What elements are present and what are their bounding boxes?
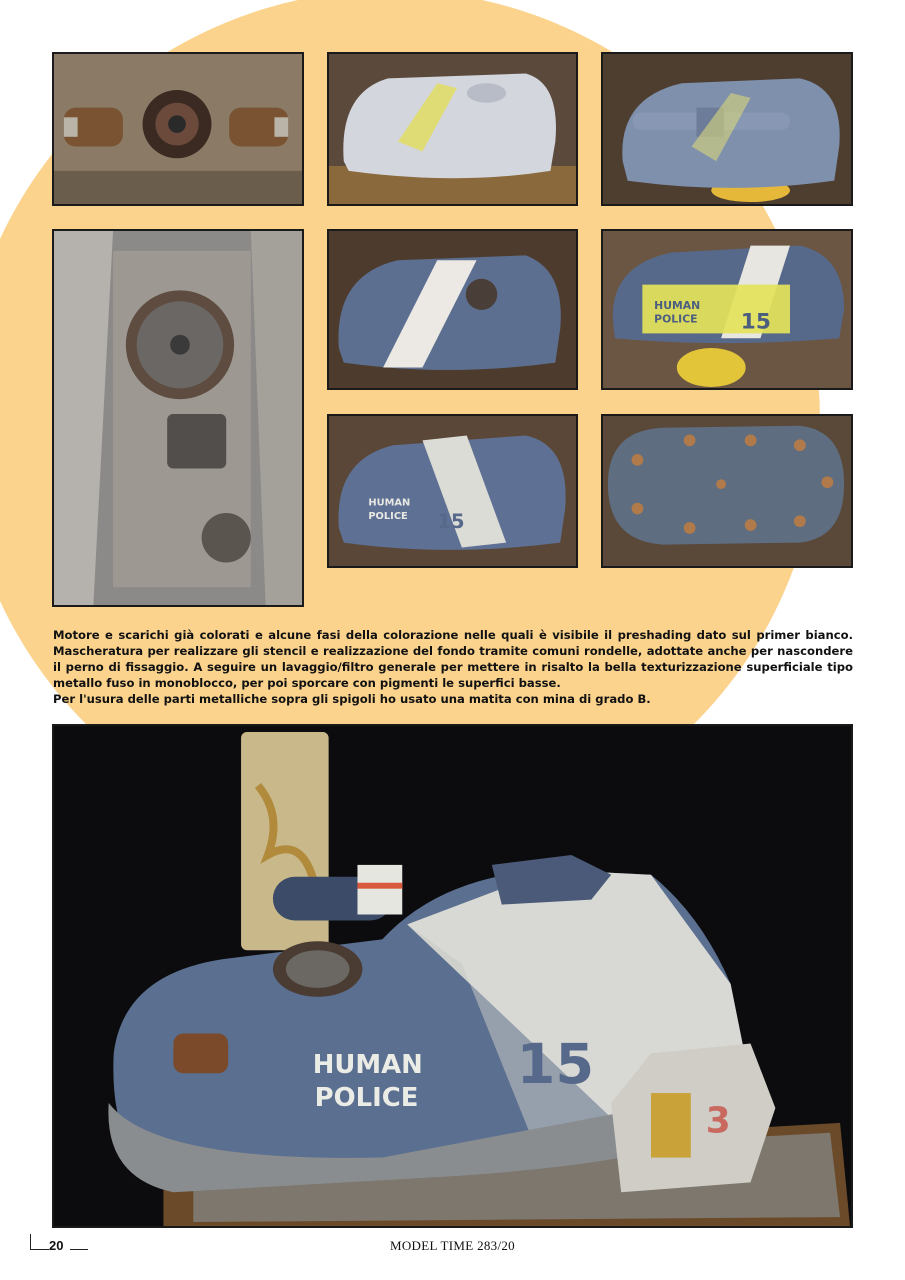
mask-stencil-number: 15 xyxy=(740,309,771,335)
photo-white-stripe xyxy=(327,229,578,390)
photo-masking-stencil xyxy=(601,229,853,390)
stencil-number-small: 15 xyxy=(437,510,465,533)
stencil-line1-small: HUMAN xyxy=(368,497,411,509)
barrier-graffiti-number: 3 xyxy=(705,1100,731,1142)
photo-primer-preshade xyxy=(327,52,578,206)
photo-finished-model xyxy=(52,724,853,1228)
caption-paragraph: Motore e scarichi già colorati e alcune fasi della colorazione nelle quali è visibile il preshading dato sul primer bianco. Mascheratura per realizzare gli stencil e realizzazione del fondo tramite comuni rondelle, adottate anche per nascondere il perno di fissaggio. A seguire un lavaggio/filtro generale per mettere in risalto la bella texturizzazione superficiale tipo metallo fuso in monoblocco, per poi sporcare con pigmenti le superfici basse. xyxy=(53,628,853,690)
caption-paragraph-2: Per l'usura delle parti metalliche sopra gli spigoli ho usato una matita con mina di grado B. xyxy=(53,692,651,706)
hull-stencil-line1: HUMAN xyxy=(312,1050,423,1081)
page-number: 20 xyxy=(49,1238,64,1253)
hull-stencil-number: 15 xyxy=(516,1032,595,1098)
mask-stencil-line2: POLICE xyxy=(654,312,698,326)
stencil-line2-small: POLICE xyxy=(368,511,408,523)
magazine-issue: MODEL TIME 283/20 xyxy=(390,1238,515,1253)
hull-stencil-line2: POLICE xyxy=(314,1082,419,1113)
photo-engine-exhausts xyxy=(52,52,304,206)
photo-caption xyxy=(53,627,853,707)
mask-stencil-line1: HUMAN xyxy=(654,299,701,312)
photo-top-view-fan xyxy=(52,229,304,607)
photo-finished-stencil xyxy=(327,414,578,568)
photo-blue-turret xyxy=(601,52,853,206)
page-footer xyxy=(30,1234,875,1256)
photo-underside-washers xyxy=(601,414,853,568)
